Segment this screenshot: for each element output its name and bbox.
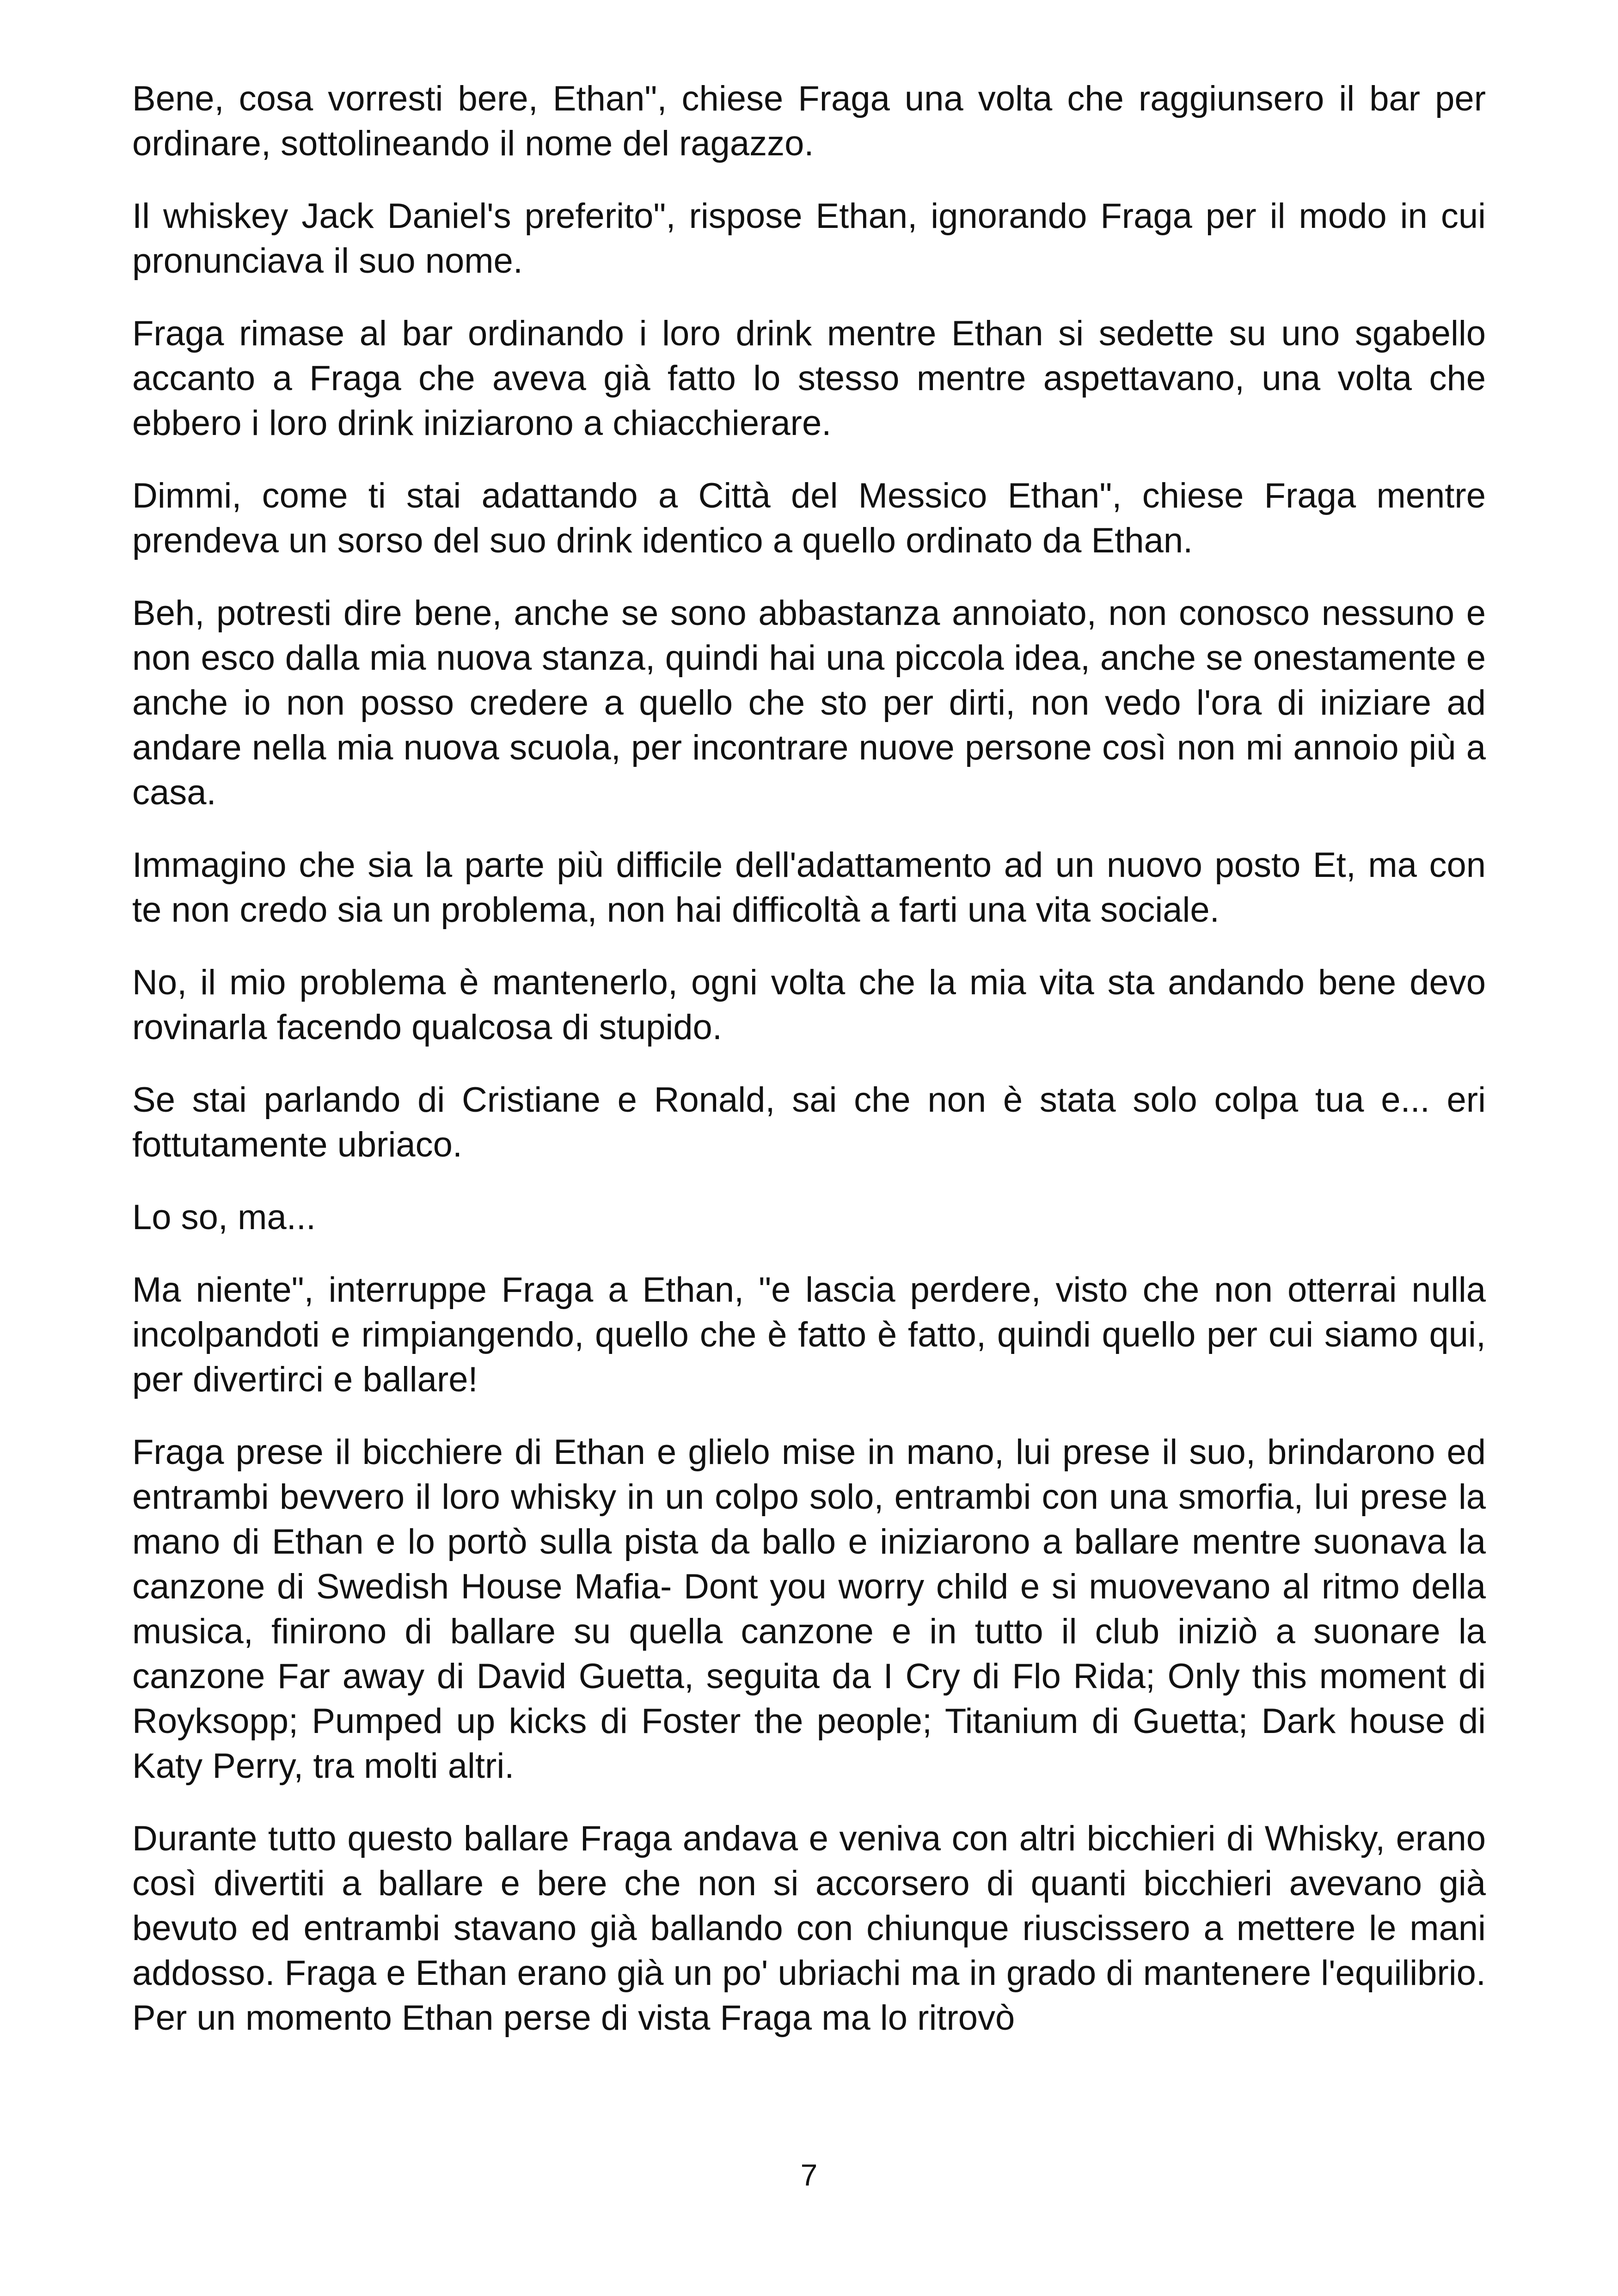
paragraph: Beh, potresti dire bene, anche se sono abbastanza annoiato, non conosco nessuno e non esco dalla mia nuova stanza, quindi hai una piccola idea, anche se onestamente e anche io non posso credere a quello che sto per dirti, non vedo l'ora di iniziare ad andare nella mia nuova scuola, per incontrare nuove persone così non mi annoio più a casa.	[132, 594, 1486, 812]
body-text	[132, 76, 1486, 2068]
paragraph: Immagino che sia la parte più difficile dell'adattamento ad un nuovo posto Et, ma con te non credo sia un problema, non hai difficoltà a farti una vita sociale.	[132, 845, 1486, 930]
paragraph: Dimmi, come ti stai adattando a Città del Messico Ethan", chiese Fraga mentre prendeva un sorso del suo drink identico a quello ordinato da Ethan.	[132, 476, 1486, 560]
paragraph: Fraga prese il bicchiere di Ethan e glielo mise in mano, lui prese il suo, brindarono ed entrambi bevvero il loro whisky in un colpo solo, entrambi con una smorfia, lui prese la mano di Ethan e lo portò sulla pista da ballo e iniziarono a ballare mentre suonava la canzone di Swedish House Mafia- Dont you worry child e si muovevano al ritmo della musica, finirono di ballare su quella canzone e in tutto il club iniziò a suonare la canzone Far away di David Guetta, seguita da I Cry di Flo Rida; Only this moment di Royksopp; Pumped up kicks di Foster the people; Titanium di Guetta; Dark house di Katy Perry, tra molti altri.	[132, 1433, 1486, 1786]
paragraph: Se stai parlando di Cristiane e Ronald, sai che non è stata solo colpa tua e... eri fottutamente ubriaco.	[132, 1080, 1486, 1164]
page-number: 7	[800, 2158, 818, 2192]
paragraph: Fraga rimase al bar ordinando i loro drink mentre Ethan si sedette su uno sgabello accanto a Fraga che aveva già fatto lo stesso mentre aspettavano, una volta che ebbero i loro drink iniziarono a chiacchierare.	[132, 314, 1486, 443]
paragraph: Ma niente", interruppe Fraga a Ethan, "e lascia perdere, visto che non otterrai nulla incolpandoti e rimpiangendo, quello che è fatto è fatto, quindi quello per cui siamo qui, per divertirci e ballare!	[132, 1270, 1486, 1399]
paragraph: Durante tutto questo ballare Fraga andava e veniva con altri bicchieri di Whisky, erano così divertiti a ballare e bere che non si accorsero di quanti bicchieri avevano già bevuto ed entrambi stavano già ballando con chiunque riuscissero a mettere le mani addosso. Fraga e Ethan erano già un po' ubriachi ma in grado di mantenere l'equilibrio. Per un momento Ethan perse di vista Fraga ma lo ritrovò	[132, 1819, 1486, 2038]
paragraph: Bene, cosa vorresti bere, Ethan", chiese Fraga una volta che raggiunsero il bar per ordinare, sottolineando il nome del ragazzo.	[132, 79, 1486, 163]
paragraph: Lo so, ma...	[132, 1198, 316, 1237]
paragraph: No, il mio problema è mantenerlo, ogni volta che la mia vita sta andando bene devo rovinarla facendo qualcosa di stupido.	[132, 963, 1486, 1047]
paragraph: Il whiskey Jack Daniel's preferito", rispose Ethan, ignorando Fraga per il modo in cui pronunciava il suo nome.	[132, 196, 1486, 281]
